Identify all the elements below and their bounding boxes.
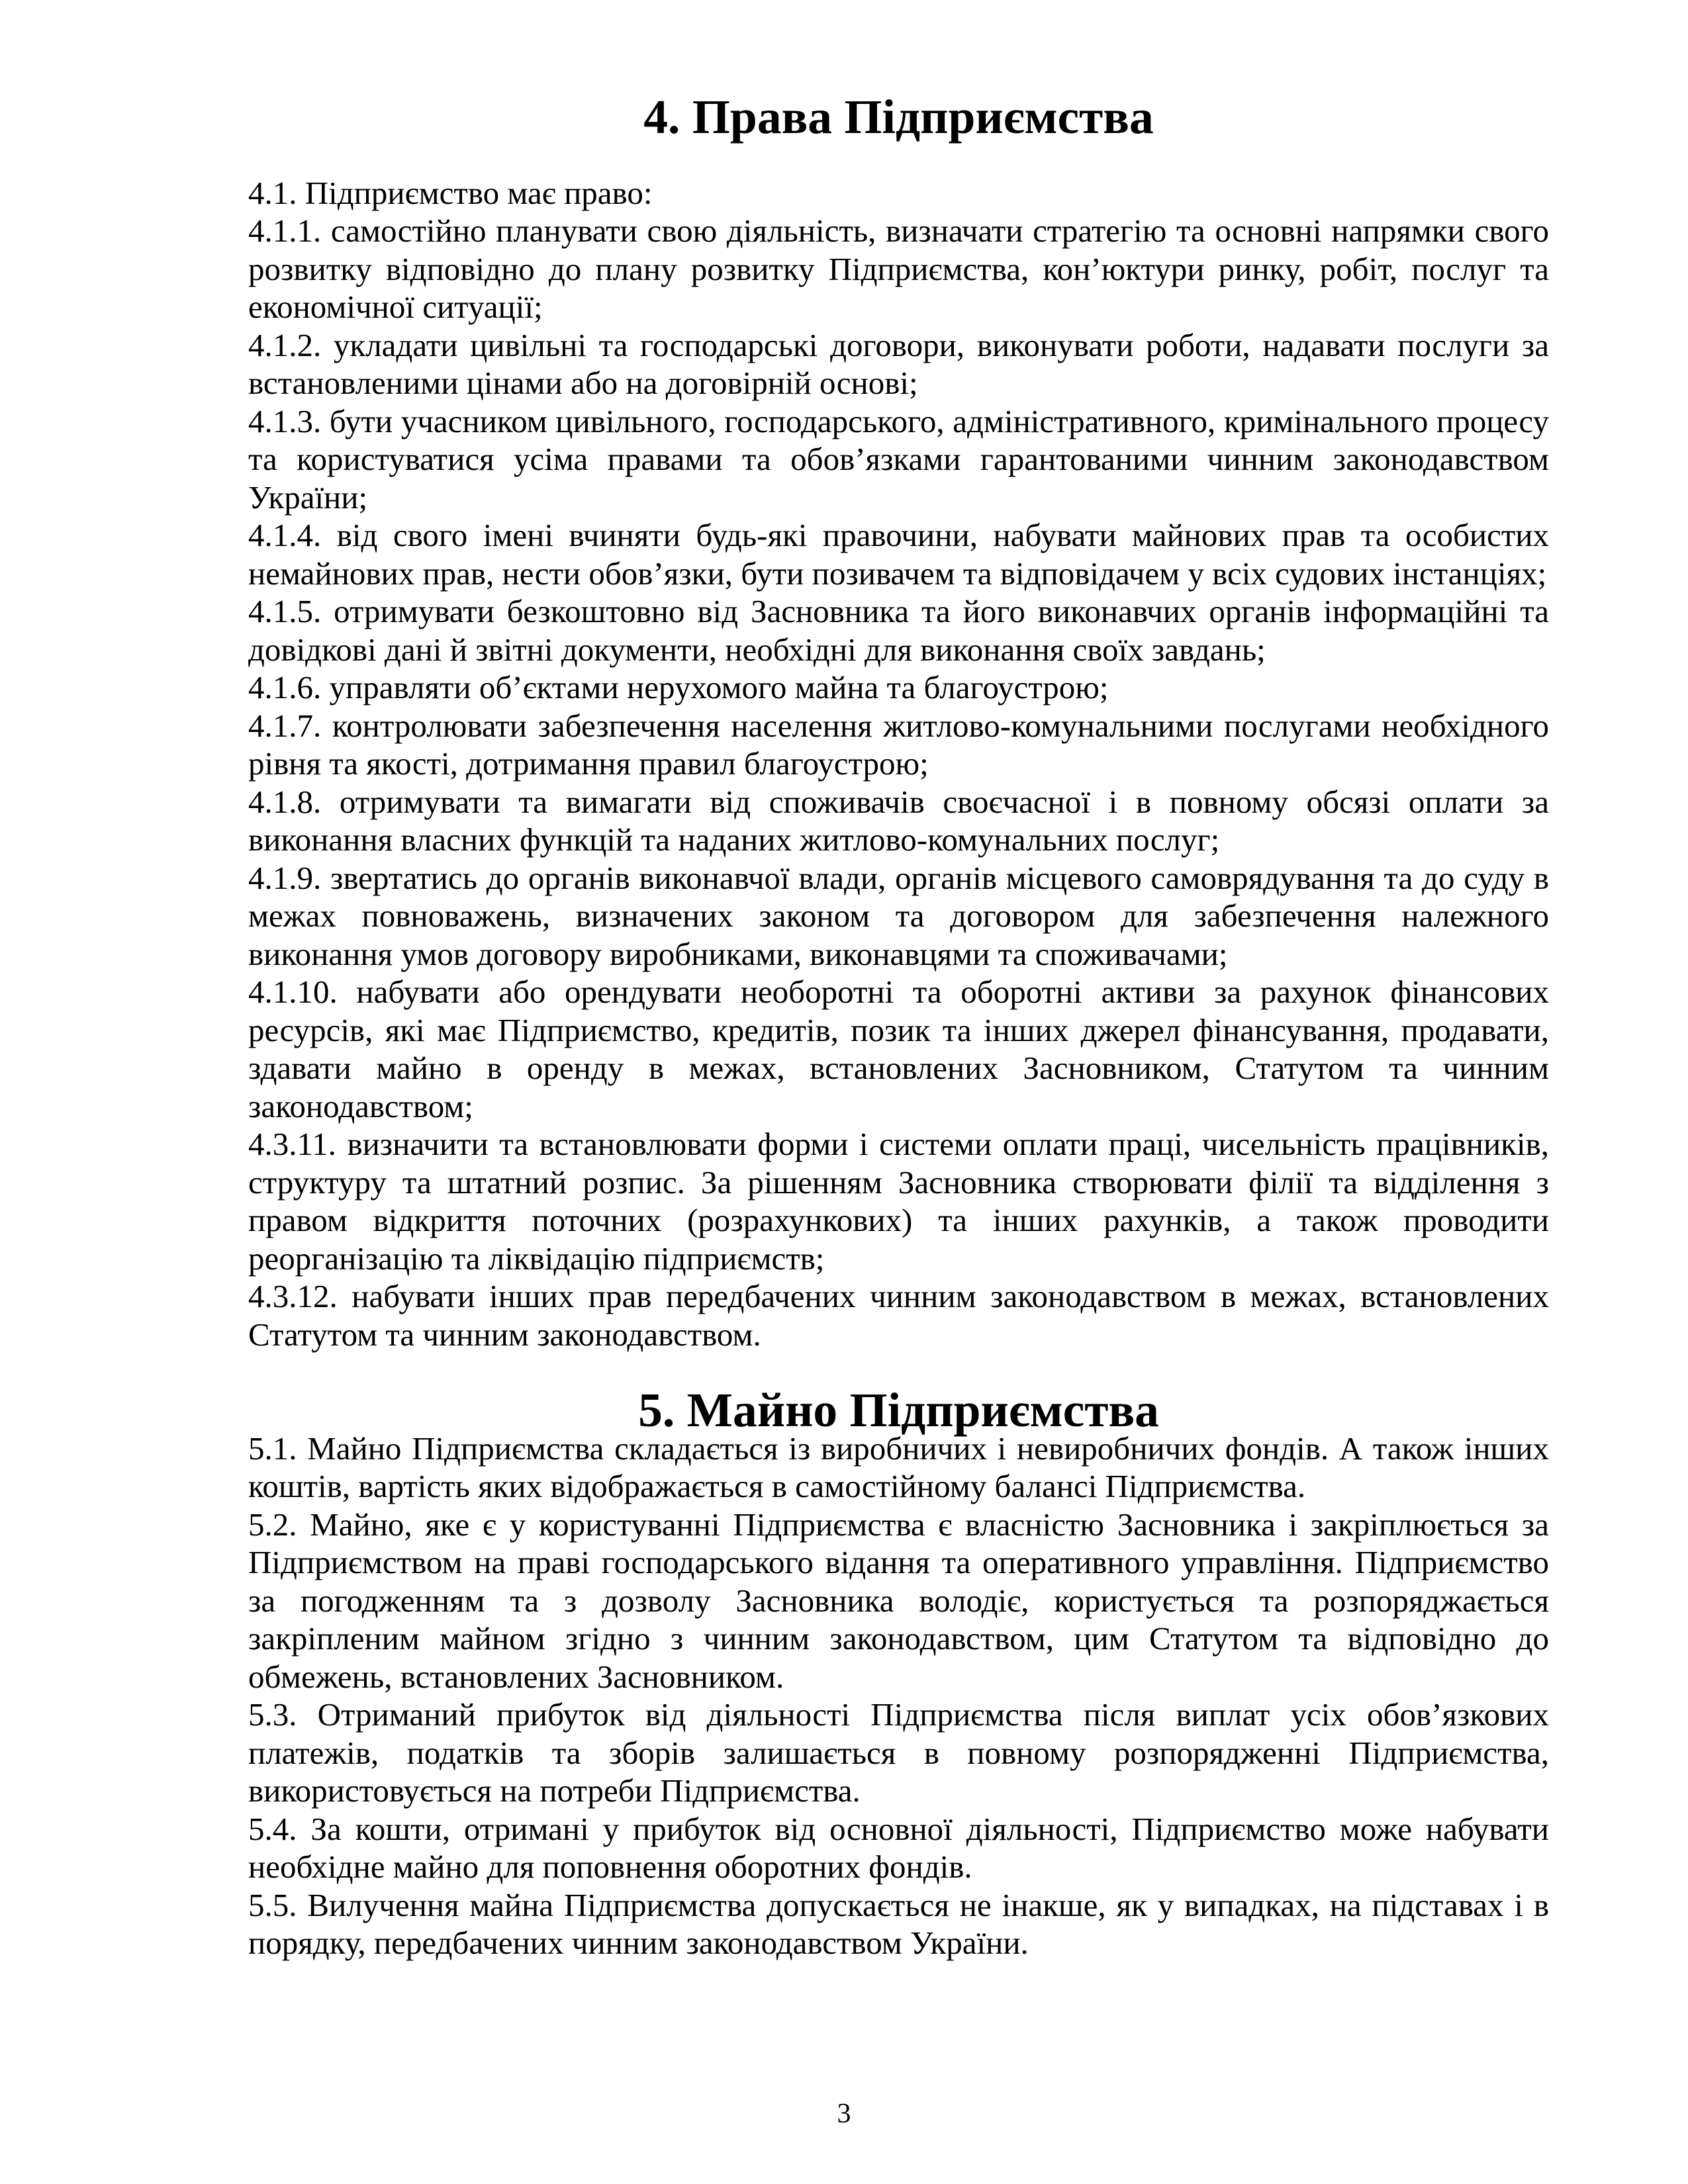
- paragraph-4-3-12: 4.3.12. набувати інших прав передбачених чинним законодавством в межах, встановлених Статутом та чинним законодавством.: [248, 1278, 1549, 1353]
- paragraph-5-1: 5.1. Майно Підприємства складається із виробничих і невиробничих фондів. А також інших коштів, вартість яких відображається в самостійному балансі Підприємства.: [248, 1430, 1549, 1504]
- section-4-title: 4. Права Підприємства: [643, 90, 1154, 144]
- section-5-title: 5. Майно Підприємства: [638, 1383, 1159, 1437]
- paragraph-4-1-3: 4.1.3. бути учасником цивільного, господарського, адміністративного, кримінального процесу та користуватися усіма правами та обов’язками гарантованими чинним законодавством України;: [248, 402, 1549, 516]
- paragraph-4-1-9: 4.1.9. звертатись до органів виконавчої влади, органів місцевого самоврядування та до суду в межах повноважень, визначених законом та договором для забезпечення належного виконання умов договору виробниками, виконавцями та споживачами;: [248, 859, 1549, 972]
- paragraph-4-1-10: 4.1.10. набувати або орендувати необоротні та оборотні активи за рахунок фінансових ресурсів, які має Підприємство, кредитів, позик та інших джерел фінансування, продавати, здавати майно в оренду в межах, встановлених Засновником, Статутом та чинним законодавством;: [248, 974, 1549, 1124]
- paragraph-4-3-11: 4.3.11. визначити та встановлювати форми і системи оплати праці, чисельність працівників, структуру та штатний розпис. За рішенням Засновника створювати філії та відділення з правом відкриття поточних (розрахункових) та інших рахунків, а також проводити реорганізацію та ліквідацію підприємств;: [248, 1126, 1549, 1277]
- paragraph-4-1-7: 4.1.7. контролювати забезпечення населення житлово-комунальними послугами необхідного рівня та якості, дотримання правил благоустрою;: [248, 707, 1549, 782]
- paragraph-5-5: 5.5. Вилучення майна Підприємства допускається не інакше, як у випадках, на підставах і в порядку, передбачених чинним законодавством України.: [248, 1886, 1549, 1961]
- paragraph-4-1-1: 4.1.1. самостійно планувати свою діяльність, визначати стратегію та основні напрямки свого розвитку відповідно до плану розвитку Підприємства, кон’юктури ринку, робіт, послуг та економічної ситуації;: [248, 212, 1549, 325]
- document-page: [248, 90, 1549, 1962]
- paragraph-5-3: 5.3. Отриманий прибуток від діяльності Підприємства після виплат усіх обов’язкових платежів, податків та зборів залишається в повному розпорядженні Підприємства, використовується на потреби Підприємства.: [248, 1696, 1549, 1809]
- paragraph-4-1-5: 4.1.5. отримувати безкоштовно від Засновника та його виконавчих органів інформаційні та довідкові дані й звітні документи, необхідні для виконання своїх завдань;: [248, 593, 1549, 668]
- section-4-body: [248, 174, 1549, 1354]
- paragraph-5-2: 5.2. Майно, яке є у користуванні Підприємства є власністю Засновника і закріплюється за Підприємством на праві господарського відання та оперативного управління. Підприємство за погодженням та з дозволу Засновника володіє, користується та розпоряджається закріпленим майном згідно з чинним законодавством, цим Статутом та відповідно до обмежень, встановлених Засновником.: [248, 1506, 1549, 1695]
- paragraph-4-1-4: 4.1.4. від свого імені вчиняти будь-які правочини, набувати майнових прав та особистих немайнових прав, нести обов’язки, бути позивачем та відповідачем у всіх судових інстанціях;: [248, 517, 1549, 592]
- paragraph-4-1: 4.1. Підприємство має право:: [248, 174, 653, 211]
- paragraph-4-1-8: 4.1.8. отримувати та вимагати від споживачів своєчасної і в повному обсязі оплати за виконання власних функцій та наданих житлово-комунальних послуг;: [248, 783, 1549, 858]
- section-5-body: [248, 1430, 1549, 1962]
- paragraph-4-1-6: 4.1.6. управляти об’єктами нерухомого майна та благоустрою;: [248, 669, 1109, 705]
- paragraph-5-4: 5.4. За кошти, отримані у прибуток від основної діяльності, Підприємство може набувати необхідне майно для поповнення оборотних фондів.: [248, 1810, 1549, 1885]
- paragraph-4-1-2: 4.1.2. укладати цивільні та господарські договори, виконувати роботи, надавати послуги за встановленими цінами або на договірній основі;: [248, 326, 1549, 401]
- page-number: 3: [837, 2099, 851, 2129]
